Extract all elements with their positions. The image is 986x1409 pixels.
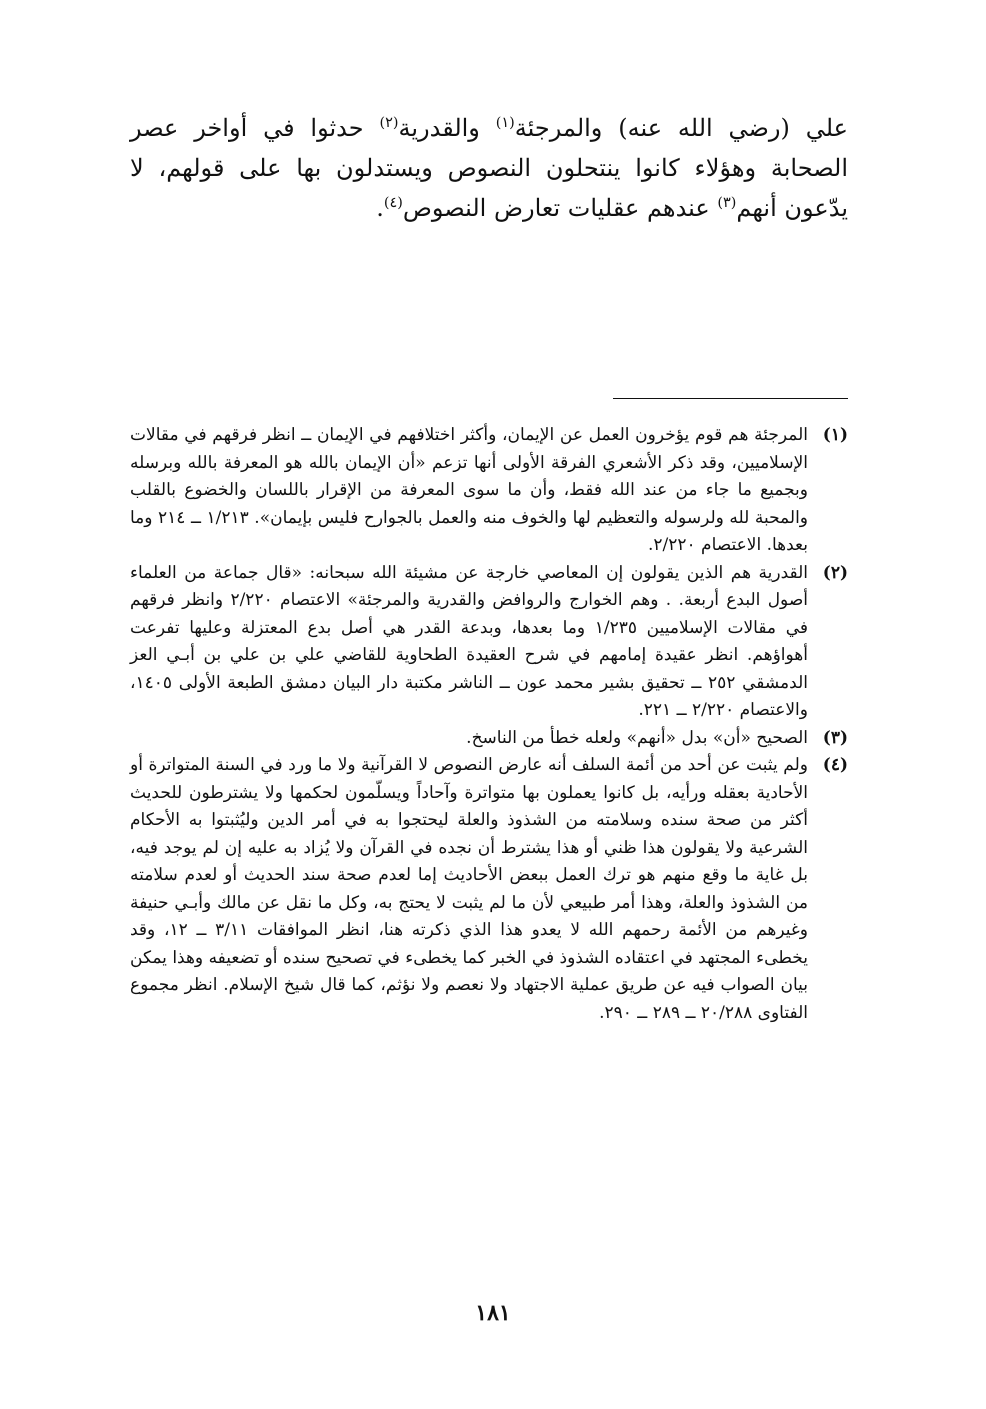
main-paragraph [130, 108, 848, 228]
footnote-text: القدرية هم الذين يقولون إن المعاصي خارجة عن مشيئة الله سبحانه: «قال جماعة من العلماء أصول البدع أربعة. . وهم الخوارج والروافض والقدرية والمرجئة» الاعتصام ٢/٢٢٠ وانظر فرقهم في مقالات الإسلاميين ١/٢٣٥ وما بعدها، وبدعة القدر هي أصل بدع المعتزلة وعليها تفرعت أهواؤهم. انظر عقيدة إمامهم في شرح العقيدة الطحاوية للقاضي علي بن علي بن أبـي العز الدمشقي ٢٥٢ ــ تحقيق بشير محمد عون ــ الناشر مكتبة دار البيان دمشق الطبعة الأولى ١٤٠٥، والاعتصام ٢/٢٢٠ ــ ٢٢١. [130, 562, 808, 720]
main-text-part-4: عندهم عقليات تعارض النصوص [402, 194, 718, 222]
footnote-number: (١) [822, 425, 848, 445]
footnote-4 [130, 752, 848, 1027]
main-text-part-2: والقدرية [398, 114, 496, 142]
footnote-text: الصحيح «أن» بدل «أنهم» ولعله خطأ من الناسخ. [466, 727, 808, 748]
main-text-part-3: حدثوا في أواخر عصر الصحابة وهؤلاء كانوا ينتحلون النصوص ويستدلون بها على قولهم، لا يدّعون أنهم [130, 114, 849, 222]
main-text-part-5: . [376, 194, 384, 222]
footnote-ref-3[interactable]: (٣) [717, 195, 737, 211]
footnote-ref-4[interactable]: (٤) [383, 195, 403, 211]
footnote-text: المرجئة هم قوم يؤخرون العمل عن الإيمان، وأكثر اختلافهم في الإيمان ــ انظر فرقهم في مقالات الإسلاميين، وقد ذكر الأشعري الفرقة الأولى أنها تزعم «أن الإيمان بالله هو المعرفة بالله وبرسله وبجميع ما جاء من عند الله فقط، وأن ما سوى المعرفة من الإقرار باللسان والخضوع بالقلب والمحبة لله ولرسوله والتعظيم لها والخوف منه والعمل بالجوارح فليس بإيمان». ١/٢١٣ ــ ٢١٤ وما بعدها. الاعتصام ٢/٢٢٠. [130, 425, 808, 555]
footnote-2 [130, 560, 848, 725]
footnote-ref-2[interactable]: (٢) [379, 115, 399, 131]
footnote-1 [130, 422, 848, 560]
page-number: ١٨١ [475, 1300, 511, 1326]
footnote-number: (٤) [822, 755, 848, 775]
footnote-text: ولم يثبت عن أحد من أئمة السلف أنه عارض النصوص لا القرآنية ولا ما ورد في السنة المتواترة أو الأحادية بعقله ورأيه، بل كانوا يعملون بها متواترة وآحاداً ويسلّمون لحكمها ولا يشترطون للحديث أكثر من صحة سنده وسلامته من الشذوذ والعلة ليحتجوا به في أمر الدين وليُثبتوا به الأحكام الشرعية ولا يقولون هذا ظني أو هذا يشترط أن نجده في القرآن ولا يُزاد به عليه إن لم يوجد فيه، بل غاية ما وقع منهم هو ترك العمل ببعض الأحاديث إما لعدم صحة سند الحديث أو لعدم سلامته من الشذوذ والعلة، وهذا أمر طبيعي لأن ما لم يثبت لا يحتج به، وكل ما نقل عن مالك وأبـي حنيفة وغيرهم من الأئمة رحمهم الله لا يعدو هذا الذي ذكرته هنا، انظر الموافقات ٣/١١ ــ ١٢، وقد يخطىء المجتهد في اعتقاده الشذوذ في الخبر كما يخطىء في تصحيح سنده أو تضعيفه وهذا يمكن بيان الصواب فيه عن طريق عملية الاجتهاد ولا نعصم ولا نؤثم، كما قال شيخ الإسلام. انظر مجموع الفتاوى ٢٠/٢٨٨ ــ ٢٨٩ ــ ٢٩٠. [130, 755, 808, 1023]
main-text-part-1: علي (رضي الله عنه) والمرجئة [514, 114, 848, 142]
footnote-3 [130, 725, 848, 753]
footnote-number: (٢) [822, 562, 848, 583]
footnote-ref-1[interactable]: (١) [495, 115, 515, 131]
footnotes-section [130, 422, 848, 1027]
footnote-number: (٣) [822, 727, 848, 748]
footnote-divider [613, 398, 848, 399]
